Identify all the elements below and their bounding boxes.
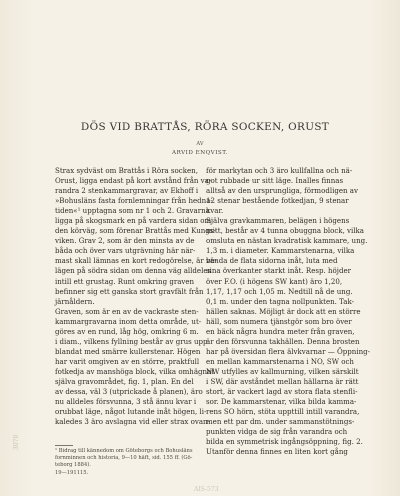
text-line: Utanför denna finnes en liten kort gång (206, 447, 348, 457)
text-line: befinner sig ett ganska stort gravfält från (55, 286, 204, 296)
text-line: got rubbade ur sitt läge. Inalles finnas (206, 176, 344, 186)
text-line: själva gravområdet, fig. 1, plan. En del (55, 376, 194, 386)
pencil-bottom-note: AIS-573 (194, 486, 219, 493)
text-line: stort, är vackert lagd av stora flata stenfli- (206, 387, 358, 397)
text-line: kvar. (206, 206, 224, 216)
text-line: tiden«¹ upptagna som nr 1 och 2. Gravarna (55, 206, 210, 216)
text-line: omsluta en nästan kvadratisk kammare, ung. (206, 236, 368, 246)
text-line: av dessa, väl 3 (utprickade å planen), äro (55, 387, 203, 397)
footnote-line: fornminnen och historia, 9—10 häft, sid. 155 ff. (Gö- (55, 455, 193, 462)
text-line: lägen på södra sidan om denna väg alldeles (55, 266, 212, 276)
text-line: randra 2 stenkammargravar, av Ekhoff i (55, 186, 199, 196)
text-line: den körväg, som förenar Brattås med Kungs- (55, 226, 216, 236)
text-line: nu alldeles försvunna, 3 stå ännu kvar i (55, 397, 197, 407)
text-line: mitt, består av 4 tunna obuggna block, vilka (206, 226, 365, 236)
text-line: sor. De kammarstenar, vilka bilda kamma- (206, 397, 357, 407)
text-line: göres av en rund, låg hög, omkring 6 m. (55, 326, 199, 336)
text-line: Själva gravkammaren, belägen i högens (206, 216, 350, 226)
text-line: Orust, ligga endast på kort avstånd från va- (55, 176, 212, 186)
text-line: järnåldern. (55, 296, 95, 306)
footnote-line: teborg 1884). (55, 462, 91, 469)
text-line: 0,1 m. under den tagna nollpunkten. Tak- (206, 296, 355, 306)
text-line: 12 stenar bestående fotkedjan, 9 stenar (206, 196, 349, 206)
text-line: Strax sydväst om Brattås i Röra socken, (55, 166, 198, 175)
text-line: vända de flata sidorna inåt, luta med (206, 256, 338, 266)
text-line: viken. Grav 2, som är den minsta av de (55, 236, 195, 246)
text-line: 1,17, 1,17 och 1,05 m. Nedtill nå de ung. (206, 286, 353, 296)
text-line: en mellan kammarstenarna i NO, SW och (206, 356, 354, 366)
text-line: 1,3 m. i diameter. Kammarstenarna, vilka (206, 246, 355, 256)
article-title: DÖS VID BRATTÅS, RÖRA SOCKEN, ORUST (80, 121, 330, 133)
left-column (55, 166, 218, 427)
text-line: är den försvunna takhällen. Denna brosten (206, 336, 360, 346)
text-line: bilda en symmetrisk ingångsöppning, fig. 2. (206, 437, 363, 447)
text-line: båda och över vars utgrävning här när- (55, 246, 196, 256)
footnote-rule (55, 445, 73, 446)
text-line: hällen saknas. Möjligt är dock att en större (206, 306, 361, 316)
byline-av: AV (196, 141, 204, 147)
footnote-line: ¹ Bidrag till kännedom om Göteborgs och Bohusläns (55, 448, 193, 454)
text-line: sina överkanter starkt inåt. Resp. höjder (206, 266, 351, 276)
text-line: för markytan och 3 äro kullfallna och nä- (206, 166, 353, 175)
text-line: blandat med smärre kullerstenar. Högen (55, 346, 201, 356)
text-line: alltså av den ursprungliga, förmodligen av (206, 186, 358, 196)
text-line: över F.O. (i högens SW kant) äro 1,20, (206, 276, 343, 286)
text-line: NW utfylles av kallmurning, vilken särskilt (206, 366, 359, 376)
text-line: en bäck några hundra meter från graven, (206, 326, 355, 336)
text-line: orubbat läge, något lutande inåt högen, li- (55, 407, 207, 417)
text-line: häll, som numera tjänstgör som bro över (206, 316, 352, 326)
text-line: Graven, som är en av de vackraste sten- (55, 306, 199, 316)
text-line: kammargravarna inom detta område, ut- (55, 316, 202, 326)
author-name: ARVID ENQVIST. (172, 150, 228, 156)
text-line: mast skall lämnas en kort redogörelse, är be- (55, 256, 218, 266)
text-line: har på översidan flera älvkvarnar — Öppning- (206, 346, 371, 356)
text-line: ligga på skogsmark en på vardera sidan om (55, 216, 212, 226)
text-line: intill ett grustag. Runt omkring graven (55, 276, 195, 286)
footnote (55, 448, 197, 477)
text-line: har varit omgiven av en större, praktfull (55, 356, 200, 366)
text-line: kaledes 3 äro avslagna vid eller strax ovan- (55, 417, 210, 427)
text-line: i diam., vilkens fyllning består av grus upp- (55, 336, 210, 346)
footnote-line: 19—191115. (55, 469, 89, 476)
text-line: men ett par dm. under sammanstötnings- (206, 417, 355, 427)
text-line: fotkedja av manshöga block, vilka omhägnat (55, 366, 215, 376)
text-line: punkten vidga de sig från varandra och (206, 427, 348, 437)
pencil-margin-note: 3070 (13, 434, 20, 450)
text-line: i SW, där avståndet mellan hällarna är rätt (206, 376, 359, 386)
text-line: »Bohusläns fasta fornlemningar från hedna- (55, 196, 213, 206)
text-line: rens SO hörn, stöta uppttill intill varandra, (206, 407, 360, 417)
right-column (206, 166, 371, 457)
